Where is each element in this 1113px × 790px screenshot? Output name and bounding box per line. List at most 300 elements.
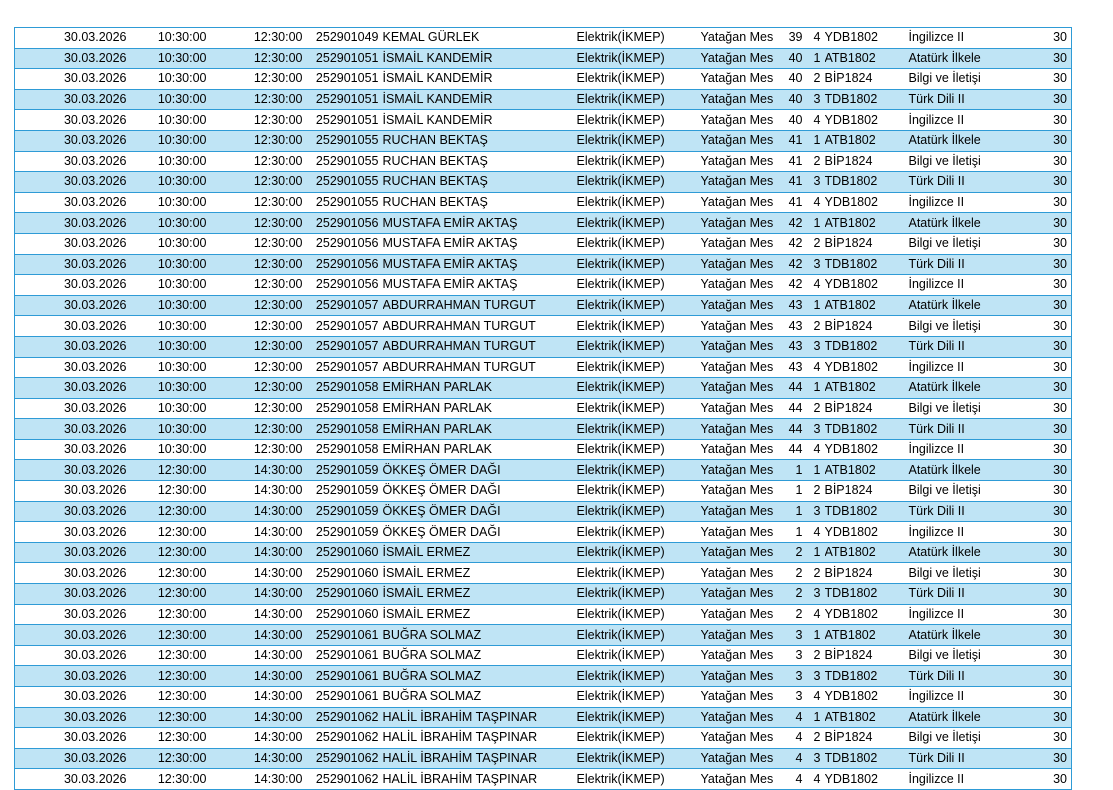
seq-cell[interactable]: 3 — [783, 645, 803, 666]
seq-cell[interactable]: 40 — [783, 89, 803, 110]
end-time-cell[interactable]: 14:30:00 — [211, 625, 307, 646]
student-name-cell[interactable]: MUSTAFA EMİR AKTAŞ — [383, 254, 577, 275]
date-cell[interactable]: 30.03.2026 — [15, 439, 131, 460]
seq-cell[interactable]: 40 — [783, 69, 803, 90]
start-time-cell[interactable]: 10:30:00 — [131, 48, 211, 69]
start-time-cell[interactable]: 10:30:00 — [131, 439, 211, 460]
count-cell[interactable]: 30 — [1020, 192, 1072, 213]
date-cell[interactable]: 30.03.2026 — [15, 275, 131, 296]
course-num-cell[interactable]: 1 — [803, 542, 825, 563]
count-cell[interactable]: 30 — [1020, 625, 1072, 646]
course-code-cell[interactable]: YDB1802 — [825, 439, 905, 460]
course-code-cell[interactable]: YDB1802 — [825, 357, 905, 378]
course-code-cell[interactable]: TDB1802 — [825, 89, 905, 110]
start-time-cell[interactable]: 12:30:00 — [131, 687, 211, 708]
school-cell[interactable]: Yatağan Mes — [701, 522, 783, 543]
date-cell[interactable]: 30.03.2026 — [15, 542, 131, 563]
count-cell[interactable]: 30 — [1020, 707, 1072, 728]
student-no-cell[interactable]: 252901057 — [307, 357, 383, 378]
course-num-cell[interactable]: 4 — [803, 439, 825, 460]
school-cell[interactable]: Yatağan Mes — [701, 769, 783, 790]
start-time-cell[interactable]: 10:30:00 — [131, 275, 211, 296]
start-time-cell[interactable]: 10:30:00 — [131, 233, 211, 254]
date-cell[interactable]: 30.03.2026 — [15, 130, 131, 151]
student-name-cell[interactable]: EMİRHAN PARLAK — [383, 378, 577, 399]
course-name-cell[interactable]: Bilgi ve İletişi — [905, 645, 1020, 666]
course-code-cell[interactable]: BİP1824 — [825, 69, 905, 90]
course-code-cell[interactable]: TDB1802 — [825, 748, 905, 769]
start-time-cell[interactable]: 12:30:00 — [131, 769, 211, 790]
start-time-cell[interactable]: 10:30:00 — [131, 316, 211, 337]
date-cell[interactable]: 30.03.2026 — [15, 89, 131, 110]
school-cell[interactable]: Yatağan Mes — [701, 130, 783, 151]
end-time-cell[interactable]: 12:30:00 — [211, 69, 307, 90]
school-cell[interactable]: Yatağan Mes — [701, 336, 783, 357]
course-code-cell[interactable]: BİP1824 — [825, 316, 905, 337]
course-num-cell[interactable]: 1 — [803, 48, 825, 69]
school-cell[interactable]: Yatağan Mes — [701, 69, 783, 90]
count-cell[interactable]: 30 — [1020, 542, 1072, 563]
student-name-cell[interactable]: ABDURRAHMAN TURGUT — [383, 295, 577, 316]
program-cell[interactable]: Elektrik(İKMEP) — [577, 542, 701, 563]
count-cell[interactable]: 30 — [1020, 69, 1072, 90]
date-cell[interactable]: 30.03.2026 — [15, 563, 131, 584]
count-cell[interactable]: 30 — [1020, 398, 1072, 419]
course-name-cell[interactable]: Bilgi ve İletişi — [905, 233, 1020, 254]
course-name-cell[interactable]: Atatürk İlkele — [905, 213, 1020, 234]
end-time-cell[interactable]: 12:30:00 — [211, 336, 307, 357]
date-cell[interactable]: 30.03.2026 — [15, 584, 131, 605]
seq-cell[interactable]: 2 — [783, 584, 803, 605]
student-name-cell[interactable]: İSMAİL KANDEMİR — [383, 69, 577, 90]
start-time-cell[interactable]: 12:30:00 — [131, 563, 211, 584]
course-code-cell[interactable]: ATB1802 — [825, 295, 905, 316]
student-name-cell[interactable]: RUCHAN BEKTAŞ — [383, 130, 577, 151]
student-name-cell[interactable]: İSMAİL KANDEMİR — [383, 89, 577, 110]
seq-cell[interactable]: 44 — [783, 398, 803, 419]
course-code-cell[interactable]: TDB1802 — [825, 336, 905, 357]
count-cell[interactable]: 30 — [1020, 254, 1072, 275]
course-name-cell[interactable]: Atatürk İlkele — [905, 460, 1020, 481]
student-name-cell[interactable]: İSMAİL ERMEZ — [383, 563, 577, 584]
count-cell[interactable]: 30 — [1020, 563, 1072, 584]
course-name-cell[interactable]: Bilgi ve İletişi — [905, 563, 1020, 584]
course-num-cell[interactable]: 3 — [803, 254, 825, 275]
student-name-cell[interactable]: MUSTAFA EMİR AKTAŞ — [383, 213, 577, 234]
program-cell[interactable]: Elektrik(İKMEP) — [577, 69, 701, 90]
start-time-cell[interactable]: 12:30:00 — [131, 728, 211, 749]
program-cell[interactable]: Elektrik(İKMEP) — [577, 89, 701, 110]
course-name-cell[interactable]: Atatürk İlkele — [905, 542, 1020, 563]
end-time-cell[interactable]: 14:30:00 — [211, 563, 307, 584]
seq-cell[interactable]: 41 — [783, 172, 803, 193]
start-time-cell[interactable]: 12:30:00 — [131, 481, 211, 502]
count-cell[interactable]: 30 — [1020, 687, 1072, 708]
student-no-cell[interactable]: 252901056 — [307, 254, 383, 275]
end-time-cell[interactable]: 12:30:00 — [211, 398, 307, 419]
start-time-cell[interactable]: 12:30:00 — [131, 501, 211, 522]
end-time-cell[interactable]: 14:30:00 — [211, 687, 307, 708]
start-time-cell[interactable]: 10:30:00 — [131, 89, 211, 110]
count-cell[interactable]: 30 — [1020, 769, 1072, 790]
student-no-cell[interactable]: 252901051 — [307, 48, 383, 69]
course-code-cell[interactable]: ATB1802 — [825, 378, 905, 399]
start-time-cell[interactable]: 10:30:00 — [131, 28, 211, 49]
end-time-cell[interactable]: 12:30:00 — [211, 439, 307, 460]
school-cell[interactable]: Yatağan Mes — [701, 172, 783, 193]
end-time-cell[interactable]: 14:30:00 — [211, 501, 307, 522]
course-name-cell[interactable]: Bilgi ve İletişi — [905, 151, 1020, 172]
student-name-cell[interactable]: HALİL İBRAHİM TAŞPINAR — [383, 769, 577, 790]
count-cell[interactable]: 30 — [1020, 666, 1072, 687]
end-time-cell[interactable]: 12:30:00 — [211, 192, 307, 213]
student-name-cell[interactable]: ÖKKEŞ ÖMER DAĞI — [383, 481, 577, 502]
count-cell[interactable]: 30 — [1020, 501, 1072, 522]
student-no-cell[interactable]: 252901059 — [307, 481, 383, 502]
program-cell[interactable]: Elektrik(İKMEP) — [577, 48, 701, 69]
student-no-cell[interactable]: 252901060 — [307, 584, 383, 605]
end-time-cell[interactable]: 14:30:00 — [211, 481, 307, 502]
start-time-cell[interactable]: 12:30:00 — [131, 542, 211, 563]
date-cell[interactable]: 30.03.2026 — [15, 192, 131, 213]
school-cell[interactable]: Yatağan Mes — [701, 28, 783, 49]
student-no-cell[interactable]: 252901051 — [307, 69, 383, 90]
start-time-cell[interactable]: 10:30:00 — [131, 130, 211, 151]
program-cell[interactable]: Elektrik(İKMEP) — [577, 398, 701, 419]
course-num-cell[interactable]: 3 — [803, 748, 825, 769]
student-no-cell[interactable]: 252901055 — [307, 130, 383, 151]
count-cell[interactable]: 30 — [1020, 584, 1072, 605]
course-num-cell[interactable]: 1 — [803, 460, 825, 481]
course-name-cell[interactable]: İngilizce II — [905, 687, 1020, 708]
course-num-cell[interactable]: 4 — [803, 110, 825, 131]
student-name-cell[interactable]: BUĞRA SOLMAZ — [383, 666, 577, 687]
school-cell[interactable]: Yatağan Mes — [701, 542, 783, 563]
student-no-cell[interactable]: 252901056 — [307, 213, 383, 234]
course-num-cell[interactable]: 2 — [803, 645, 825, 666]
program-cell[interactable]: Elektrik(İKMEP) — [577, 110, 701, 131]
seq-cell[interactable]: 1 — [783, 481, 803, 502]
end-time-cell[interactable]: 14:30:00 — [211, 542, 307, 563]
start-time-cell[interactable]: 12:30:00 — [131, 748, 211, 769]
seq-cell[interactable]: 40 — [783, 48, 803, 69]
program-cell[interactable]: Elektrik(İKMEP) — [577, 645, 701, 666]
count-cell[interactable]: 30 — [1020, 460, 1072, 481]
student-no-cell[interactable]: 252901049 — [307, 28, 383, 49]
course-num-cell[interactable]: 1 — [803, 130, 825, 151]
course-code-cell[interactable]: TDB1802 — [825, 501, 905, 522]
course-num-cell[interactable]: 1 — [803, 295, 825, 316]
program-cell[interactable]: Elektrik(İKMEP) — [577, 481, 701, 502]
program-cell[interactable]: Elektrik(İKMEP) — [577, 625, 701, 646]
student-no-cell[interactable]: 252901056 — [307, 275, 383, 296]
date-cell[interactable]: 30.03.2026 — [15, 110, 131, 131]
school-cell[interactable]: Yatağan Mes — [701, 419, 783, 440]
seq-cell[interactable]: 42 — [783, 233, 803, 254]
seq-cell[interactable]: 42 — [783, 254, 803, 275]
date-cell[interactable]: 30.03.2026 — [15, 748, 131, 769]
course-name-cell[interactable]: Bilgi ve İletişi — [905, 316, 1020, 337]
student-name-cell[interactable]: ABDURRAHMAN TURGUT — [383, 357, 577, 378]
school-cell[interactable]: Yatağan Mes — [701, 460, 783, 481]
end-time-cell[interactable]: 14:30:00 — [211, 748, 307, 769]
school-cell[interactable]: Yatağan Mes — [701, 687, 783, 708]
course-name-cell[interactable]: İngilizce II — [905, 110, 1020, 131]
course-num-cell[interactable]: 3 — [803, 89, 825, 110]
school-cell[interactable]: Yatağan Mes — [701, 728, 783, 749]
course-code-cell[interactable]: BİP1824 — [825, 645, 905, 666]
student-name-cell[interactable]: BUĞRA SOLMAZ — [383, 645, 577, 666]
student-name-cell[interactable]: ABDURRAHMAN TURGUT — [383, 316, 577, 337]
student-name-cell[interactable]: EMİRHAN PARLAK — [383, 439, 577, 460]
student-no-cell[interactable]: 252901062 — [307, 707, 383, 728]
date-cell[interactable]: 30.03.2026 — [15, 316, 131, 337]
course-code-cell[interactable]: BİP1824 — [825, 563, 905, 584]
end-time-cell[interactable]: 12:30:00 — [211, 254, 307, 275]
student-name-cell[interactable]: HALİL İBRAHİM TAŞPINAR — [383, 748, 577, 769]
student-no-cell[interactable]: 252901055 — [307, 172, 383, 193]
course-num-cell[interactable]: 2 — [803, 728, 825, 749]
course-num-cell[interactable]: 3 — [803, 336, 825, 357]
course-code-cell[interactable]: BİP1824 — [825, 151, 905, 172]
course-name-cell[interactable]: Atatürk İlkele — [905, 48, 1020, 69]
date-cell[interactable]: 30.03.2026 — [15, 151, 131, 172]
count-cell[interactable]: 30 — [1020, 378, 1072, 399]
seq-cell[interactable]: 41 — [783, 130, 803, 151]
student-no-cell[interactable]: 252901058 — [307, 378, 383, 399]
course-code-cell[interactable]: TDB1802 — [825, 584, 905, 605]
date-cell[interactable]: 30.03.2026 — [15, 645, 131, 666]
student-name-cell[interactable]: ÖKKEŞ ÖMER DAĞI — [383, 522, 577, 543]
date-cell[interactable]: 30.03.2026 — [15, 522, 131, 543]
student-no-cell[interactable]: 252901061 — [307, 625, 383, 646]
seq-cell[interactable]: 4 — [783, 748, 803, 769]
start-time-cell[interactable]: 12:30:00 — [131, 460, 211, 481]
end-time-cell[interactable]: 14:30:00 — [211, 460, 307, 481]
student-name-cell[interactable]: ÖKKEŞ ÖMER DAĞI — [383, 501, 577, 522]
date-cell[interactable]: 30.03.2026 — [15, 769, 131, 790]
date-cell[interactable]: 30.03.2026 — [15, 233, 131, 254]
seq-cell[interactable]: 3 — [783, 625, 803, 646]
student-name-cell[interactable]: BUĞRA SOLMAZ — [383, 625, 577, 646]
student-name-cell[interactable]: İSMAİL KANDEMİR — [383, 48, 577, 69]
start-time-cell[interactable]: 12:30:00 — [131, 604, 211, 625]
course-name-cell[interactable]: İngilizce II — [905, 439, 1020, 460]
count-cell[interactable]: 30 — [1020, 48, 1072, 69]
course-num-cell[interactable]: 4 — [803, 687, 825, 708]
count-cell[interactable]: 30 — [1020, 110, 1072, 131]
end-time-cell[interactable]: 14:30:00 — [211, 584, 307, 605]
date-cell[interactable]: 30.03.2026 — [15, 687, 131, 708]
date-cell[interactable]: 30.03.2026 — [15, 213, 131, 234]
school-cell[interactable]: Yatağan Mes — [701, 357, 783, 378]
school-cell[interactable]: Yatağan Mes — [701, 748, 783, 769]
course-name-cell[interactable]: Atatürk İlkele — [905, 707, 1020, 728]
count-cell[interactable]: 30 — [1020, 419, 1072, 440]
course-code-cell[interactable]: ATB1802 — [825, 707, 905, 728]
course-name-cell[interactable]: Türk Dili II — [905, 254, 1020, 275]
student-name-cell[interactable]: MUSTAFA EMİR AKTAŞ — [383, 233, 577, 254]
start-time-cell[interactable]: 10:30:00 — [131, 172, 211, 193]
course-name-cell[interactable]: Atatürk İlkele — [905, 378, 1020, 399]
course-name-cell[interactable]: Atatürk İlkele — [905, 295, 1020, 316]
seq-cell[interactable]: 4 — [783, 707, 803, 728]
school-cell[interactable]: Yatağan Mes — [701, 151, 783, 172]
course-name-cell[interactable]: İngilizce II — [905, 604, 1020, 625]
course-name-cell[interactable]: Türk Dili II — [905, 336, 1020, 357]
count-cell[interactable]: 30 — [1020, 481, 1072, 502]
end-time-cell[interactable]: 14:30:00 — [211, 522, 307, 543]
course-num-cell[interactable]: 3 — [803, 501, 825, 522]
student-name-cell[interactable]: EMİRHAN PARLAK — [383, 419, 577, 440]
count-cell[interactable]: 30 — [1020, 172, 1072, 193]
program-cell[interactable]: Elektrik(İKMEP) — [577, 28, 701, 49]
start-time-cell[interactable]: 10:30:00 — [131, 151, 211, 172]
school-cell[interactable]: Yatağan Mes — [701, 89, 783, 110]
program-cell[interactable]: Elektrik(İKMEP) — [577, 213, 701, 234]
student-no-cell[interactable]: 252901059 — [307, 522, 383, 543]
start-time-cell[interactable]: 10:30:00 — [131, 398, 211, 419]
school-cell[interactable]: Yatağan Mes — [701, 563, 783, 584]
student-no-cell[interactable]: 252901062 — [307, 769, 383, 790]
seq-cell[interactable]: 3 — [783, 687, 803, 708]
seq-cell[interactable]: 1 — [783, 522, 803, 543]
seq-cell[interactable]: 41 — [783, 192, 803, 213]
date-cell[interactable]: 30.03.2026 — [15, 378, 131, 399]
school-cell[interactable]: Yatağan Mes — [701, 316, 783, 337]
end-time-cell[interactable]: 12:30:00 — [211, 28, 307, 49]
count-cell[interactable]: 30 — [1020, 748, 1072, 769]
school-cell[interactable]: Yatağan Mes — [701, 707, 783, 728]
school-cell[interactable]: Yatağan Mes — [701, 275, 783, 296]
student-name-cell[interactable]: İSMAİL ERMEZ — [383, 604, 577, 625]
count-cell[interactable]: 30 — [1020, 522, 1072, 543]
course-name-cell[interactable]: Türk Dili II — [905, 584, 1020, 605]
course-code-cell[interactable]: YDB1802 — [825, 604, 905, 625]
course-name-cell[interactable]: Atatürk İlkele — [905, 625, 1020, 646]
course-code-cell[interactable]: TDB1802 — [825, 254, 905, 275]
school-cell[interactable]: Yatağan Mes — [701, 192, 783, 213]
end-time-cell[interactable]: 12:30:00 — [211, 419, 307, 440]
start-time-cell[interactable]: 10:30:00 — [131, 378, 211, 399]
program-cell[interactable]: Elektrik(İKMEP) — [577, 275, 701, 296]
school-cell[interactable]: Yatağan Mes — [701, 110, 783, 131]
student-no-cell[interactable]: 252901059 — [307, 501, 383, 522]
program-cell[interactable]: Elektrik(İKMEP) — [577, 378, 701, 399]
end-time-cell[interactable]: 14:30:00 — [211, 666, 307, 687]
student-no-cell[interactable]: 252901057 — [307, 336, 383, 357]
course-num-cell[interactable]: 1 — [803, 625, 825, 646]
student-name-cell[interactable]: RUCHAN BEKTAŞ — [383, 192, 577, 213]
student-no-cell[interactable]: 252901060 — [307, 542, 383, 563]
program-cell[interactable]: Elektrik(İKMEP) — [577, 172, 701, 193]
course-name-cell[interactable]: İngilizce II — [905, 28, 1020, 49]
course-code-cell[interactable]: YDB1802 — [825, 110, 905, 131]
program-cell[interactable]: Elektrik(İKMEP) — [577, 460, 701, 481]
end-time-cell[interactable]: 14:30:00 — [211, 707, 307, 728]
student-no-cell[interactable]: 252901056 — [307, 233, 383, 254]
end-time-cell[interactable]: 12:30:00 — [211, 213, 307, 234]
school-cell[interactable]: Yatağan Mes — [701, 501, 783, 522]
seq-cell[interactable]: 2 — [783, 604, 803, 625]
course-name-cell[interactable]: Bilgi ve İletişi — [905, 728, 1020, 749]
date-cell[interactable]: 30.03.2026 — [15, 419, 131, 440]
program-cell[interactable]: Elektrik(İKMEP) — [577, 501, 701, 522]
program-cell[interactable]: Elektrik(İKMEP) — [577, 522, 701, 543]
school-cell[interactable]: Yatağan Mes — [701, 666, 783, 687]
count-cell[interactable]: 30 — [1020, 645, 1072, 666]
course-num-cell[interactable]: 4 — [803, 522, 825, 543]
count-cell[interactable]: 30 — [1020, 728, 1072, 749]
course-code-cell[interactable]: TDB1802 — [825, 666, 905, 687]
student-no-cell[interactable]: 252901062 — [307, 748, 383, 769]
start-time-cell[interactable]: 10:30:00 — [131, 336, 211, 357]
course-name-cell[interactable]: İngilizce II — [905, 522, 1020, 543]
program-cell[interactable]: Elektrik(İKMEP) — [577, 419, 701, 440]
date-cell[interactable]: 30.03.2026 — [15, 48, 131, 69]
program-cell[interactable]: Elektrik(İKMEP) — [577, 130, 701, 151]
course-name-cell[interactable]: Türk Dili II — [905, 666, 1020, 687]
seq-cell[interactable]: 40 — [783, 110, 803, 131]
student-no-cell[interactable]: 252901061 — [307, 666, 383, 687]
count-cell[interactable]: 30 — [1020, 439, 1072, 460]
course-name-cell[interactable]: Türk Dili II — [905, 172, 1020, 193]
end-time-cell[interactable]: 12:30:00 — [211, 378, 307, 399]
student-no-cell[interactable]: 252901059 — [307, 460, 383, 481]
student-name-cell[interactable]: İSMAİL ERMEZ — [383, 584, 577, 605]
program-cell[interactable]: Elektrik(İKMEP) — [577, 666, 701, 687]
student-name-cell[interactable]: MUSTAFA EMİR AKTAŞ — [383, 275, 577, 296]
school-cell[interactable]: Yatağan Mes — [701, 254, 783, 275]
course-num-cell[interactable]: 2 — [803, 398, 825, 419]
course-code-cell[interactable]: ATB1802 — [825, 213, 905, 234]
school-cell[interactable]: Yatağan Mes — [701, 481, 783, 502]
date-cell[interactable]: 30.03.2026 — [15, 625, 131, 646]
seq-cell[interactable]: 39 — [783, 28, 803, 49]
end-time-cell[interactable]: 12:30:00 — [211, 89, 307, 110]
course-name-cell[interactable]: İngilizce II — [905, 769, 1020, 790]
end-time-cell[interactable]: 14:30:00 — [211, 728, 307, 749]
program-cell[interactable]: Elektrik(İKMEP) — [577, 357, 701, 378]
program-cell[interactable]: Elektrik(İKMEP) — [577, 584, 701, 605]
course-name-cell[interactable]: Türk Dili II — [905, 501, 1020, 522]
seq-cell[interactable]: 43 — [783, 295, 803, 316]
course-num-cell[interactable]: 3 — [803, 584, 825, 605]
school-cell[interactable]: Yatağan Mes — [701, 378, 783, 399]
course-name-cell[interactable]: Türk Dili II — [905, 748, 1020, 769]
program-cell[interactable]: Elektrik(İKMEP) — [577, 439, 701, 460]
course-num-cell[interactable]: 4 — [803, 192, 825, 213]
program-cell[interactable]: Elektrik(İKMEP) — [577, 192, 701, 213]
school-cell[interactable]: Yatağan Mes — [701, 645, 783, 666]
start-time-cell[interactable]: 12:30:00 — [131, 584, 211, 605]
program-cell[interactable]: Elektrik(İKMEP) — [577, 707, 701, 728]
seq-cell[interactable]: 42 — [783, 275, 803, 296]
program-cell[interactable]: Elektrik(İKMEP) — [577, 728, 701, 749]
student-no-cell[interactable]: 252901060 — [307, 604, 383, 625]
course-code-cell[interactable]: YDB1802 — [825, 275, 905, 296]
student-name-cell[interactable]: İSMAİL KANDEMİR — [383, 110, 577, 131]
course-num-cell[interactable]: 2 — [803, 69, 825, 90]
school-cell[interactable]: Yatağan Mes — [701, 398, 783, 419]
seq-cell[interactable]: 4 — [783, 769, 803, 790]
school-cell[interactable]: Yatağan Mes — [701, 233, 783, 254]
course-name-cell[interactable]: Türk Dili II — [905, 419, 1020, 440]
seq-cell[interactable]: 3 — [783, 666, 803, 687]
course-code-cell[interactable]: ATB1802 — [825, 48, 905, 69]
program-cell[interactable]: Elektrik(İKMEP) — [577, 604, 701, 625]
start-time-cell[interactable]: 10:30:00 — [131, 254, 211, 275]
